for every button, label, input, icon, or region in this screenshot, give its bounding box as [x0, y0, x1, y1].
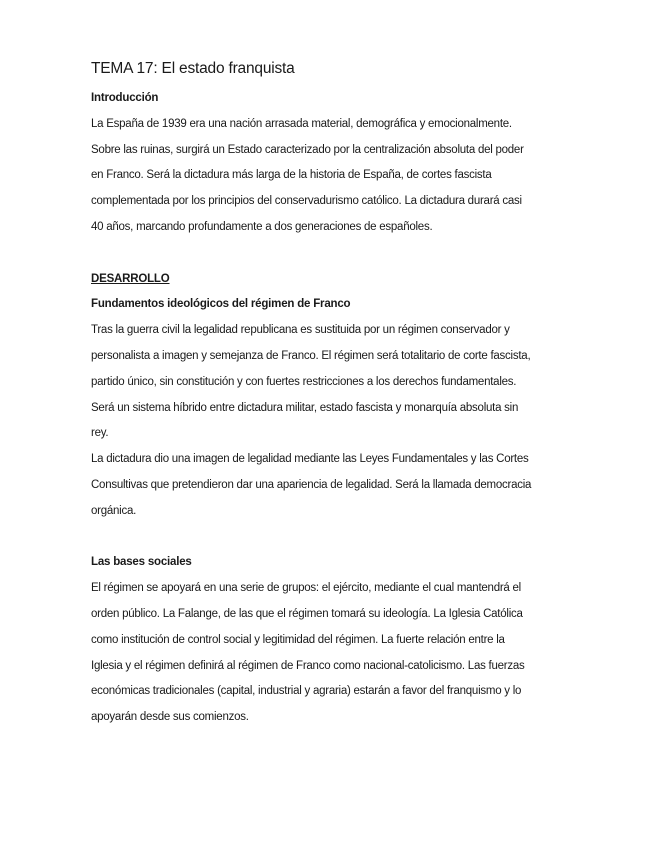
spacer	[91, 241, 571, 267]
fundamentos-paragraph	[91, 318, 571, 524]
paragraph-line: rey.	[91, 427, 109, 440]
paragraph-line: Tras la guerra civil la legalidad republicana es sustituida por un régimen conservador y	[91, 324, 510, 337]
paragraph-line: Consultivas que pretendieron dar una apariencia de legalidad. Será la llamada democracia	[91, 478, 532, 491]
paragraph-line: orgánica.	[91, 504, 137, 517]
bases-paragraph	[91, 576, 571, 731]
paragraph-line: en Franco. Será la dictadura más larga de la historia de España, de cortes fascista	[91, 169, 492, 182]
paragraph-line: Iglesia y el régimen definirá al régimen de Franco como nacional-catolicismo. Las fuerzas	[91, 659, 525, 672]
intro-heading: Introducción	[91, 92, 159, 104]
paragraph-line: La España de 1939 era una nación arrasada material, demográfica y emocionalmente.	[91, 117, 512, 130]
document-page	[91, 58, 571, 731]
bases-heading: Las bases sociales	[91, 556, 192, 569]
page-title: TEMA 17: El estado franquista	[91, 60, 295, 77]
paragraph-line: personalista a imagen y semejanza de Franco. El régimen será totalitario de corte fascista,	[91, 349, 531, 362]
paragraph-line: apoyarán desde sus comienzos.	[91, 711, 249, 724]
paragraph-line: orden público. La Falange, de las que el régimen tomará su ideología. La Iglesia Católica	[91, 607, 523, 620]
paragraph-line: Sobre las ruinas, surgirá un Estado caracterizado por la centralización absoluta del poder	[91, 143, 524, 156]
paragraph-line: Será un sistema híbrido entre dictadura militar, estado fascista y monarquía absoluta sin	[91, 401, 519, 414]
paragraph-line: La dictadura dio una imagen de legalidad mediante las Leyes Fundamentales y las Cortes	[91, 453, 529, 466]
paragraph-line: 40 años, marcando profundamente a dos generaciones de españoles.	[91, 220, 433, 233]
paragraph-line: económicas tradicionales (capital, industrial y agraria) estarán a favor del franquismo y lo	[91, 685, 522, 698]
paragraph-line: complementada por los principios del conservadurismo católico. La dictadura durará casi	[91, 195, 522, 208]
paragraph-line: El régimen se apoyará en una serie de grupos: el ejército, mediante el cual mantendrá el	[91, 582, 521, 595]
section-heading-desarrollo: DESARROLLO	[91, 272, 170, 285]
spacer	[91, 525, 571, 551]
fundamentos-heading: Fundamentos ideológicos del régimen de Franco	[91, 298, 351, 311]
paragraph-line: como institución de control social y legitimidad del régimen. La fuerte relación entre la	[91, 633, 505, 646]
paragraph-line: partido único, sin constitución y con fuertes restricciones a los derechos fundamentales.	[91, 375, 517, 388]
intro-paragraph	[91, 112, 571, 241]
